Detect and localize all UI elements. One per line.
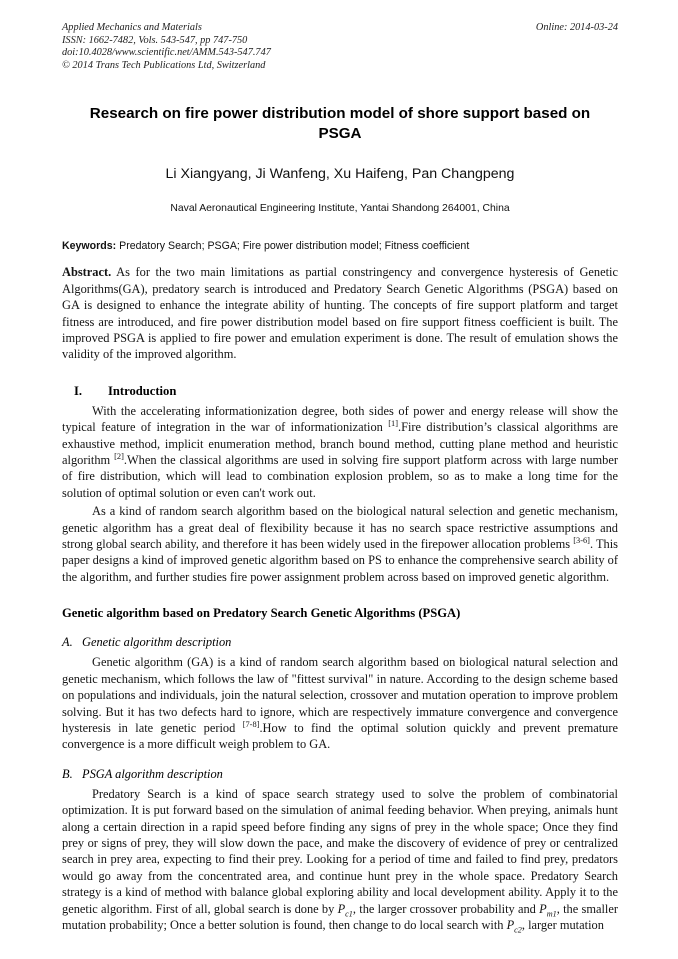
citation-marker: [7-8]	[242, 719, 260, 729]
citation-marker: [3-6]	[573, 535, 590, 545]
journal-name: Applied Mechanics and Materials	[62, 22, 202, 33]
journal-header	[62, 22, 618, 72]
abstract-text: As for the two main limitations as partial constringency and convergence hysteresis of Genetic Algorithms(GA), predatory search is introduced and Predatory Search Genetic Algorithms (PSGA) based on GA is designed to enhance the integrate ability of hunting. The concepts of fire support platform and target fitness are introduced, and fire power distribution model based on fire support fitness coefficient is built. The improved PSGA is applied to fire power and emulation experiment is done. The result of emulation shows the validity of the improved algorithm.	[62, 265, 618, 362]
subsection-b-paragraph	[62, 786, 618, 934]
subsection-number-b: B.	[62, 766, 73, 781]
keywords-line	[62, 239, 618, 253]
subsection-title-b: PSGA algorithm description	[82, 766, 223, 781]
math-var-base: P	[506, 917, 515, 932]
math-var-base: P	[337, 901, 346, 916]
abstract-block	[62, 264, 618, 362]
sub-b-text-c: , the smaller mutation probability; Once a better solution is found, then change to do local search with	[62, 901, 618, 932]
math-variable-pc1	[337, 901, 353, 919]
intro-p1-text-c: .When the classical algorithms are used in solving fire support platform across with large number of fire distribution, which will lead to combination explosion problem, so as to make a long time for the solution of optimal solution or even can't work out.	[62, 453, 618, 500]
subsection-number-a: A.	[62, 635, 73, 650]
keywords-text: Predatory Search; PSGA; Fire power distribution model; Fitness coefficient	[119, 240, 470, 253]
sub-b-text-d: , larger mutation	[521, 917, 604, 932]
keywords-label: Keywords:	[62, 240, 117, 253]
sub-a-text-b: .How to find the optimal solution quickly and prevent premature convergence is a more difficult weigh problem to GA.	[62, 720, 618, 752]
citation-marker: [2]	[114, 451, 124, 461]
math-var-subscript: c2	[514, 925, 522, 935]
introduction-paragraph-2	[62, 503, 618, 585]
math-var-subscript: m1	[546, 909, 557, 919]
abstract-label: Abstract.	[62, 265, 112, 280]
journal-doi: doi:10.4028/www.scientific.net/AMM.543-547.747	[62, 47, 271, 59]
page-content	[62, 22, 618, 933]
sub-b-text-a: Predatory Search is a kind of space search strategy used to solve the problem of combinatorial optimization. It is put forward based on the simulation of animal feeding behavior. When preying, animals hunt along a certain direction in a rapid speed before finding any signs of prey in the whole space; Once they find prey or signs of prey, they will slow down the pace, and make the discovery of evidence of prey or centralized search in prey area, expecting to find their prey. Looking for a period of time and failed to find prey, predators would go away from the concentrated area, and continue hunt prey in the whole space. Predatory Search strategy is a kind of method with balance global exploring ability and local development ability. Apply it to the genetic algorithm. First of all, global search is done by	[62, 786, 618, 916]
section-heading-introduction	[62, 383, 618, 399]
intro-p1-text-b: .Fire distribution’s classical algorithms are exhaustive method, implicit enumeration method, branch bound method, cutting plane method and heuristic algorithm	[62, 420, 618, 468]
math-variable-pc2	[506, 917, 522, 935]
subsection-heading-a	[62, 634, 618, 650]
paper-title: Research on fire power distribution model of shore support based on PSGA	[89, 105, 591, 142]
math-var-base: P	[539, 901, 547, 916]
intro-p2-text-b: . This paper designs a kind of improved genetic algorithm based on PS to enhance the comprehensive search ability of the algorithm, and further studies fire power assignment problem across based on improved genetic algorithm.	[62, 537, 618, 584]
journal-copyright: © 2014 Trans Tech Publications Ltd, Switzerland	[62, 59, 266, 71]
author-list: Li Xiangyang, Ji Wanfeng, Xu Haifeng, Pan Changpeng	[165, 166, 515, 183]
subsection-a-paragraph	[62, 654, 618, 752]
math-variable-pm1	[539, 901, 557, 919]
sub-a-text-a: Genetic algorithm (GA) is a kind of random search algorithm based on biological natural selection and genetic mechanism, which follows the law of "fittest survival" in nature. According to the design scheme based on populations and individuals, join the natural selection, crossover and mutation operation to improve problem solving. But it has two defects hard to ignore, which are respectively immature convergence and convergence hysteresis in late genetic period	[62, 655, 618, 735]
sub-b-text-b: , the larger crossover probability and	[352, 901, 540, 916]
introduction-paragraph-1	[62, 403, 618, 501]
intro-p2-text-a: As a kind of random search algorithm based on the biological natural selection and genetic mechanism, genetic algorithm has a great deal of flexibility because it has no search space restrictive assumptions and strong global search ability, and therefore it has been widely used in the firepower allocation problems	[62, 504, 618, 552]
section-title: Introduction	[108, 383, 177, 398]
section-heading-psga: Genetic algorithm based on Predatory Search Genetic Algorithms (PSGA)	[62, 606, 461, 621]
online-date: Online: 2014-03-24	[535, 22, 618, 33]
section-number: I.	[74, 383, 83, 398]
journal-header-left	[62, 22, 482, 72]
affiliation: Naval Aeronautical Engineering Institute, Yantai Shandong 264001, China	[170, 203, 510, 215]
journal-issn-volume: ISSN: 1662-7482, Vols. 543-547, pp 747-750	[62, 34, 248, 46]
math-var-subscript: c1	[345, 909, 353, 919]
subsection-heading-b	[62, 766, 618, 782]
intro-p1-text-a: With the accelerating informationization degree, both sides of power and energy release will show the typical feature of integration in the war of informationization	[62, 403, 618, 435]
subsection-title-a: Genetic algorithm description	[82, 635, 232, 650]
citation-marker: [1]	[388, 419, 398, 429]
